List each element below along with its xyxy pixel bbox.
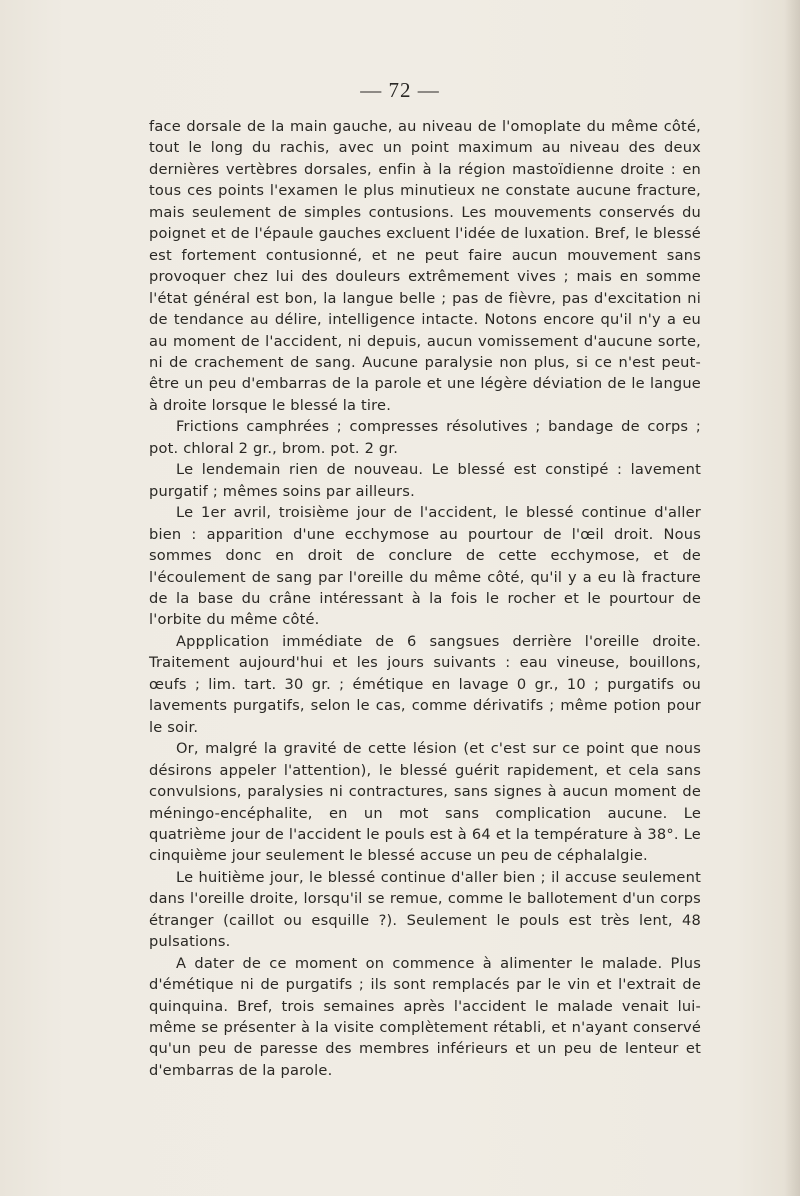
paragraph-4: Le 1er avril, troisième jour de l'accident, le blessé continue d'aller bien : apparition d'une ecchymose au pourtour de l'œil droit. Nous sommes donc en droit de conclure de cette ecchymose, et de l'écoulement de sang par l'oreille du même côté, qu'il y a eu là fracture de la base du crâne intéressant à la fois le rocher et le pourtour de l'orbite du même côté. (149, 504, 701, 629)
paragraph-8: A dater de ce moment on commence à alimenter le malade. Plus d'émétique ni de purgatifs ; ils sont remplacés par le vin et l'extrait de quinquina. Bref, trois semaines après l'accident le malade venait lui-même se présenter à la visite complètement rétabli, et n'ayant conservé qu'un peu de paresse des membres inférieurs et un peu de lenteur et d'embarras de la parole. (149, 954, 701, 1079)
paragraph-3: Le lendemain rien de nouveau. Le blessé est constipé : lavement purgatif ; mêmes soins par ailleurs. (149, 461, 701, 500)
paragraph-7: Le huitième jour, le blessé continue d'aller bien ; il accuse seulement dans l'oreille droite, lorsqu'il se remue, comme le ballotement d'un corps étranger (caillot ou esquille ?). Seulement le pouls est très lent, 48 pulsations. (149, 868, 701, 951)
body-text (149, 116, 701, 1081)
paragraph-1: face dorsale de la main gauche, au niveau de l'omoplate du même côté, tout le long du rachis, avec un point maximum au niveau des deux dernières vertèbres dorsales, enfin à la région mastoïdienne droite : en tous ces points l'examen le plus minutieux ne constate aucune fracture, mais seulement de simples contusions. Les mouvements conservés du poignet et de l'épaule gauches excluent l'idée de luxation. Bref, le blessé est fortement contusionné, et ne peut faire aucun mouvement sans provoquer chez lui des douleurs extrêmement vives ; mais en somme l'état général est bon, la langue belle ; pas de fièvre, pas d'excitation ni de tendance au délire, intelligence intacte. Notons encore qu'il n'y a eu au moment de l'accident, ni depuis, aucun vomissement d'aucune sorte, ni de crachement de sang. Aucune paralysie non plus, si ce n'est peut-être un peu d'embarras de la parole et une légère déviation de le langue à droite lorsque le blessé la tire. (149, 118, 701, 414)
page-number: — 72 — (360, 78, 440, 102)
paragraph-2: Frictions camphrées ; compresses résolutives ; bandage de corps ; pot. chloral 2 gr., brom. pot. 2 gr. (149, 418, 701, 457)
paragraph-6: Or, malgré la gravité de cette lésion (et c'est sur ce point que nous désirons appeler l'attention), le blessé guérit rapidement, et cela sans convulsions, paralysies ni contractures, sans signes à aucun moment de méningo-encéphalite, en un mot sans complication aucune. Le quatrième jour de l'accident le pouls est à 64 et la température à 38°. Le cinquième jour seulement le blessé accuse un peu de céphalalgie. (149, 740, 701, 865)
page-edge-shadow (784, 0, 800, 1196)
paragraph-5: Appplication immédiate de 6 sangsues derrière l'oreille droite. Traitement aujourd'hui et les jours suivants : eau vineuse, bouillons, œufs ; lim. tart. 30 gr. ; émétique en lavage 0 gr., 10 ; purgatifs ou lavements purgatifs, selon le cas, comme dérivatifs ; même potion pour le soir. (149, 632, 701, 736)
